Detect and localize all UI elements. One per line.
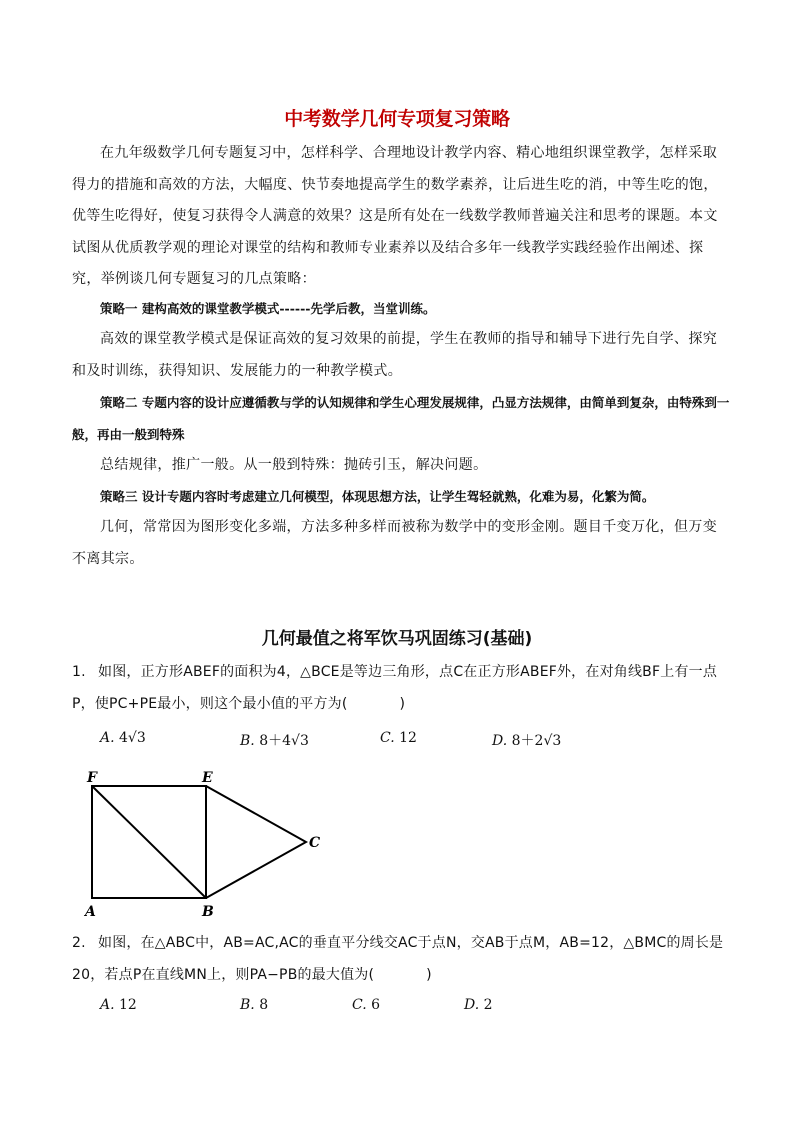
diagonal-bf: [92, 786, 206, 898]
choice-value: 6: [371, 997, 381, 1013]
label-c: C: [309, 835, 321, 851]
question-1: [72, 657, 732, 720]
choice-c[interactable]: [380, 730, 417, 746]
choice-label: D.: [492, 733, 508, 749]
section-title: 几何最值之将军饮马巩固练习(基础): [261, 629, 533, 649]
intro-paragraph: 在九年级数学几何专题复习中，怎样科学、合理地设计教学内容、精心地组织课堂教学，怎样采取得力的措施和高效的方法，大幅度、快节奏地提高学生的数学素养，让后进生吃的消，中等生吃的饱，优等生吃得好，使复习获得令人满意的效果？这是所有处在一线数学教师普遍关注和思考的课题。本文试图从优质教学观的理论对课堂的结构和教师专业素养以及结合多年一线教学实践经验作出阐述、探究，举例谈几何专题复习的几点策略：: [72, 145, 718, 287]
choice-label: C.: [352, 997, 367, 1013]
choice-label: A.: [100, 997, 115, 1013]
choice-value: 8＋2√3: [511, 733, 562, 749]
square-triangle-diagram: [80, 764, 340, 924]
choice-d[interactable]: [464, 997, 493, 1013]
choice-value: 12: [399, 730, 417, 746]
choice-d[interactable]: [492, 730, 561, 750]
choice-b[interactable]: [240, 730, 309, 750]
strategy-3-heading: 策略三 设计专题内容时考虑建立几何模型，体现思想方法，让学生驾轻就熟，化难为易，化繁为简。: [100, 489, 655, 504]
choice-label: B.: [240, 733, 255, 749]
label-f: F: [87, 770, 97, 786]
question-number: 2.: [72, 935, 86, 951]
question-number: 1.: [72, 664, 86, 680]
page-title: 中考数学几何专项复习策略: [284, 108, 510, 130]
strategy-2-heading: 策略二 专题内容的设计应遵循教与学的认知规律和学生心理发展规律，凸显方法规律，由简单到复杂，由特殊到一般，再由一般到特殊: [72, 395, 730, 442]
q2-choices: [100, 997, 700, 1021]
question-close-paren: ): [399, 695, 406, 712]
strategy-3-body: 几何，常常因为图形变化多端，方法多种多样而被称为数学中的变形金刚。题目千变万化，但万变不离其宗。: [72, 519, 718, 567]
triangle-bce: [206, 786, 306, 898]
question-2: [72, 928, 732, 991]
strategy-1-heading: 策略一 建构高效的课堂教学模式------先学后教，当堂训练。: [100, 301, 436, 316]
choice-label: C.: [380, 730, 395, 746]
choice-a[interactable]: [100, 997, 137, 1013]
question-close-paren: ): [426, 966, 432, 983]
label-e: E: [202, 770, 213, 786]
strategy-1-body: 高效的课堂教学模式是保证高效的复习效果的前提，学生在教师的指导和辅导下进行先自学、探究和及时训练，获得知识、发展能力的一种教学模式。: [72, 331, 718, 379]
choice-c[interactable]: [352, 997, 380, 1013]
choice-value: 2: [483, 997, 493, 1013]
question-text: 如图，正方形ABEF的面积为4，△BCE是等边三角形，点C在正方形ABEF外，在对角线BF上有一点P，使PC+PE最小，则这个最小值的平方为(: [72, 664, 718, 712]
q1-figure: [80, 764, 340, 928]
choice-value: 8＋4√3: [259, 733, 309, 749]
question-text: 如图，在△ABC中，AB=AC,AC的垂直平分线交AC于点N，交AB于点M，AB=12，△BMC的周长是20，若点P在直线MN上，则PA−PB的最大值为(: [72, 935, 724, 983]
choice-value: 8: [259, 997, 269, 1013]
label-b: B: [202, 904, 214, 920]
choice-a[interactable]: [100, 730, 146, 746]
choice-b[interactable]: [240, 997, 268, 1013]
choice-value: 4√3: [119, 730, 146, 746]
label-a: A: [85, 904, 96, 920]
choice-label: D.: [464, 997, 480, 1013]
choice-label: A.: [100, 730, 115, 746]
choice-label: B.: [240, 997, 255, 1013]
choice-value: 12: [119, 997, 137, 1013]
strategy-2-body: 总结规律，推广一般。从一般到特殊：抛砖引玉，解决问题。: [100, 457, 488, 473]
q1-choices: [100, 730, 700, 754]
